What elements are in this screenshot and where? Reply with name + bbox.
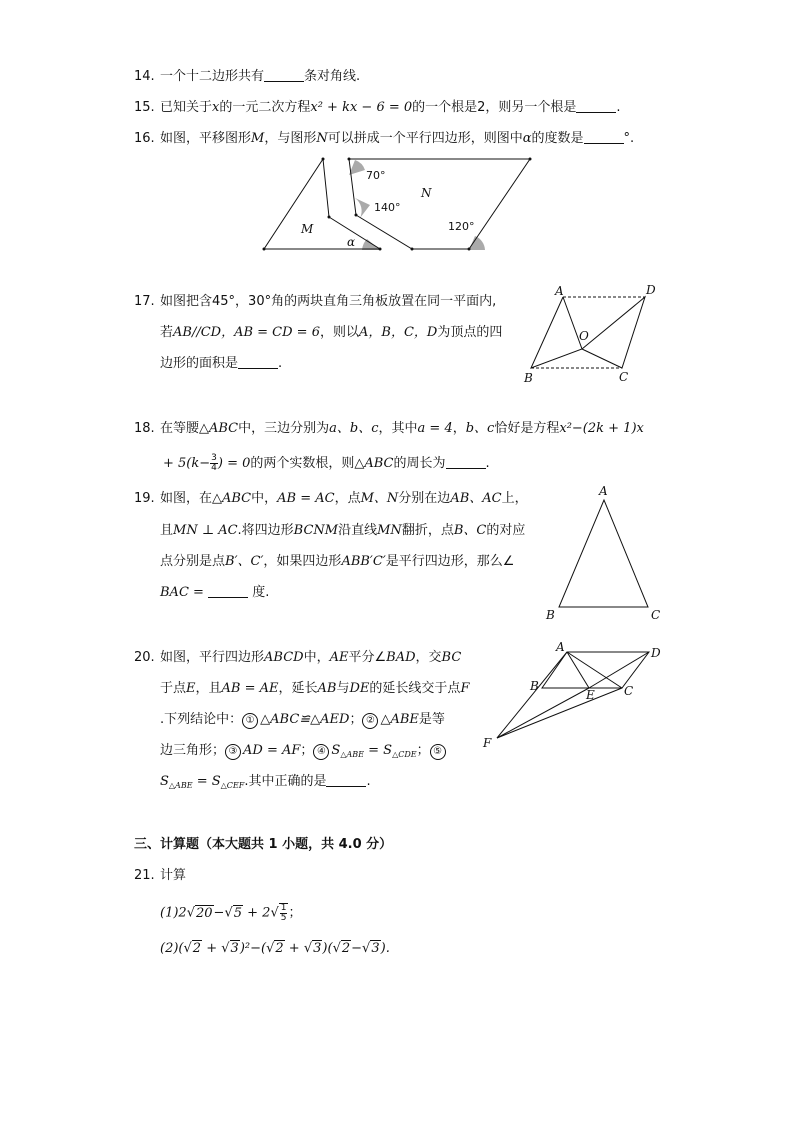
question-text: ，且 [195,681,222,696]
question-text: 为顶点的四 [437,325,503,340]
math-expression: + [202,941,222,956]
question-21 [134,867,186,885]
question-text: ，延长 [278,681,318,696]
question-text: 是平行四边形，那么∠ [385,554,515,569]
option-marker: ② [362,713,378,729]
question-text: 点分别是点 [160,554,226,569]
question-text: 且 [160,523,174,538]
math-expression: + 2 [243,905,271,921]
math-expression: )²−( [239,941,267,956]
question-text: 计算 [160,868,187,883]
question-text: 中，三边分别为 [238,421,330,436]
radicand: 2 [341,941,351,956]
radicand: 20 [195,905,213,921]
math-expression: ABC [222,491,252,506]
radicand: 3 [313,941,322,956]
question-text: 的一个根是2，则另一个根是 [412,100,577,115]
point-C: C [624,684,634,698]
math-expression: AB = AE [221,681,279,696]
question-text: ，则以 [319,325,359,340]
question-text: 条对角线. [304,69,361,84]
question-text: .其中正确的是 [244,774,327,789]
point-D: D [646,283,656,297]
question-number: 15. [134,100,155,115]
math-expression: = S [192,774,221,789]
question-text: 分别在边 [398,491,451,506]
question-text: ，与图形 [264,131,317,146]
question-text: 可以拼成一个平行四边形，则图中 [327,131,523,146]
point-A: A [599,484,608,498]
math-subscript: △CDE [392,750,417,759]
question-text: 沿直线 [338,523,378,538]
fraction-numerator: 1 [280,903,287,913]
section-heading: 三、计算题（本大题共 1 小题，共 4.0 分） [134,837,393,852]
math-variable: M [251,131,265,146]
math-expression: ABB′C′ [341,554,386,569]
question-text: ，交 [415,650,442,665]
point-A: A [555,284,564,298]
math-expression: MN [377,523,402,538]
question-number: 14. [134,69,155,84]
math-expression: − [213,905,225,921]
point-B: B [546,608,555,622]
question-text: ， [452,421,466,436]
math-expression: + 5(k− [163,456,211,471]
question-number: 17. [134,294,155,309]
math-expression: F [460,681,470,696]
math-subscript: △ABE [340,750,364,759]
math-expression: A，B，C，D [359,325,438,340]
question-text: 的延长线交于点 [369,681,461,696]
question-text: 如图，平行四边形 [160,650,265,665]
math-expression: ABC [209,421,239,436]
question-21-part-1: (1)2√20−√5 + 2√ $\frac{1}{5}$ ； [160,903,302,923]
question-text: . [366,774,371,789]
question-text: 已知关于 [160,100,213,115]
question-text: 翻折，点 [401,523,454,538]
math-expression: − [351,941,363,956]
math-equation: x² + kx − 6 = 0 [310,100,413,115]
question-text: 上， [501,491,528,506]
math-expression: ABE [390,712,419,727]
math-expression: AB//CD，AB = CD = 6 [173,325,320,340]
math-expression: AB、AC [450,491,502,506]
figure-label-alpha: α [347,235,356,249]
option-marker: ⑤ [430,744,446,760]
math-expression: S [160,774,169,789]
fraction-denominator: 5 [280,913,287,923]
radicand: 5 [233,905,243,921]
math-expression: )( [322,941,333,956]
math-expression: a = 4 [417,421,453,436]
point-F: F [483,736,492,750]
question-text: ； [349,712,363,727]
question-text: 边三角形； [160,743,226,758]
math-expression: (1)2 [160,905,187,921]
segment-AF [497,652,567,738]
math-expression: a、b、c [329,421,379,436]
question-number: 19. [134,491,155,506]
question-number: 20. [134,650,155,665]
question-text: 边形的面积是 [160,356,239,371]
math-expression: M、N [360,491,399,506]
math-expression: BAD [386,650,416,665]
question-number: 18. [134,421,155,436]
math-expression: (2)( [160,941,184,956]
math-expression: ). [380,941,390,956]
math-variable: x [212,100,220,115]
math-expression: B′、C′ [225,554,264,569]
math-expression: AE [329,650,349,665]
point-E: E [586,688,595,702]
option-marker: ④ [313,744,329,760]
question-text: ，点 [334,491,361,506]
question-text: 是等 [418,712,445,727]
math-expression: BC [441,650,462,665]
question-text: 于点 [160,681,187,696]
question-text: °. [623,131,635,146]
math-variable: N [316,131,328,146]
question-text: ； [416,743,430,758]
math-expression: DE [349,681,370,696]
segment-AE [567,652,589,688]
question-text: . [616,100,621,115]
math-variable: α [522,131,532,146]
point-D: D [651,646,661,660]
question-text: . [278,356,283,371]
question-21-part-2: (2)(√2 + √3)²−(√2 + √3)(√2−√3). [160,941,390,956]
math-expression: ) = 0 [217,456,251,471]
question-text: ，如果四边形 [263,554,342,569]
option-marker: ③ [225,744,241,760]
question-text: . [485,456,490,471]
math-expression: ABC [364,456,394,471]
question-text: ； [288,905,302,921]
segment-EF [497,688,589,738]
question-text: 中， [251,491,278,506]
math-subscript: △CEF [220,781,245,790]
figure-label-M: M [301,222,314,236]
segment-AC [567,652,622,688]
point-C: C [651,608,661,622]
question-text: 在等腰△ [160,421,209,436]
question-text: 度. [252,585,270,600]
radicand: 3 [230,941,239,956]
question-text: 中， [303,650,330,665]
question-text: 一个十二边形共有 [160,69,265,84]
question-text: 如图，在△ [160,491,222,506]
point-O: O [579,329,589,343]
question-text: 平分∠ [348,650,387,665]
question-text: .下列结论中： [160,712,243,727]
math-expression: AB [317,681,337,696]
math-expression: BCNM [293,523,339,538]
math-expression: E [186,681,196,696]
figure-label-N: N [421,186,432,200]
point-B: B [530,679,539,693]
math-expression: AD = AF [243,743,301,758]
angle-label-70: 70° [366,169,386,182]
question-number: 21. [134,868,155,883]
radicand: 2 [275,941,284,956]
question-text: 的度数是 [531,131,584,146]
math-expression: AB = AC [277,491,335,506]
math-expression: b、c [465,421,495,436]
point-B: B [524,371,533,385]
fraction-numerator: 3 [211,453,217,463]
question-text: 恰好是方程 [494,421,560,436]
math-expression: BAC = [160,585,204,600]
point-C: C [619,370,629,384]
math-expression: x²−(2k + 1)x [559,421,644,436]
segment-DE [589,652,649,688]
math-expression: B、C [453,523,487,538]
question-text: △ [260,712,271,727]
radicand: 2 [192,941,202,956]
math-expression: S [331,743,341,758]
parallelogram-ABCD [542,652,649,688]
question-text: 的对应 [486,523,526,538]
question-text: .将四边形 [237,523,294,538]
math-expression: MN ⊥ AC [173,523,238,538]
question-number: 16. [134,131,155,146]
math-expression: + [284,941,304,956]
angle-label-120: 120° [448,220,475,233]
question-text: 的两个实数根，则△ [250,456,365,471]
radicand: 3 [371,941,380,956]
question-text: 的一元二次方程 [219,100,311,115]
question-text: ，其中 [378,421,418,436]
question-text: 若 [160,325,174,340]
angle-label-140: 140° [374,201,401,214]
question-text: ； [300,743,314,758]
question-text: 的周长为 [393,456,446,471]
point-A: A [556,640,565,654]
question-text: 如图，平移图形 [160,131,252,146]
segment-CF [497,688,622,738]
math-expression: = S [363,743,393,758]
math-expression: ABC≌△AED [270,712,350,727]
question-text: 与 [336,681,350,696]
question-text: 如图把含45°，30°角的两块直角三角板放置在同一平面内, [160,294,497,309]
fraction-denominator: 4 [211,463,217,473]
math-subscript: △ABE [168,781,193,790]
math-expression: ABCD [264,650,304,665]
option-marker: ① [242,713,258,729]
question-text: △ [380,712,391,727]
